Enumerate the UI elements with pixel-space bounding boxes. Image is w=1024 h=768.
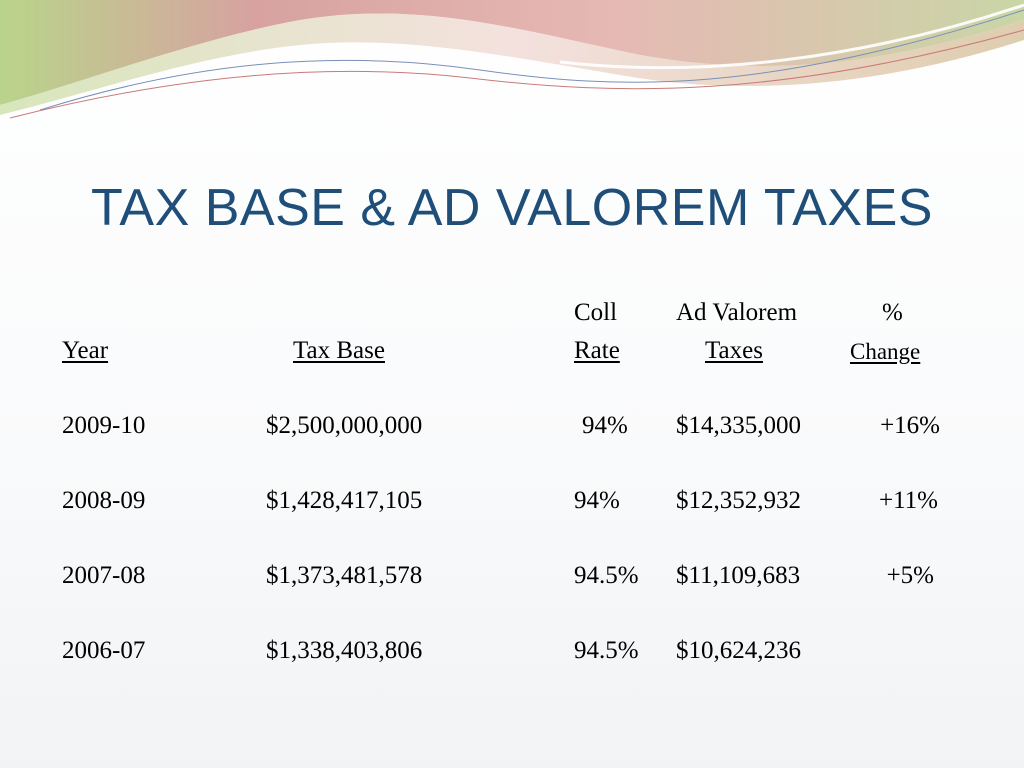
- slide-title: TAX BASE & AD VALOREM TAXES: [91, 179, 933, 237]
- row-taxes: $12,352,932: [676, 487, 801, 514]
- header-taxes: Taxes: [705, 337, 763, 364]
- row-taxes: $11,109,683: [676, 562, 801, 589]
- row-tax-base: $1,338,403,806: [266, 637, 423, 664]
- row-tax-base: $1,373,481,578: [266, 562, 423, 589]
- row-coll-rate: 94%: [574, 487, 620, 514]
- row-tax-base: $1,428,417,105: [266, 487, 423, 514]
- row-taxes: $14,335,000: [676, 412, 801, 439]
- row-change: +5%: [886, 562, 934, 589]
- row-coll-rate: 94.5%: [574, 637, 639, 664]
- row-taxes: $10,624,236: [676, 637, 801, 664]
- header-adval-line1: Ad Valorem: [676, 299, 798, 326]
- row-coll-rate: 94.5%: [574, 562, 639, 589]
- header-change: Change: [850, 339, 921, 364]
- header-year: Year: [62, 337, 109, 364]
- row-year: 2006-07: [62, 637, 146, 664]
- row-year: 2008-09: [62, 487, 146, 514]
- header-tax-base: Tax Base: [293, 337, 385, 364]
- row-change: +16%: [880, 412, 940, 439]
- header-pct-line1: %: [882, 299, 903, 326]
- decorative-header-swoosh: [0, 0, 1024, 130]
- row-year: 2009-10: [62, 412, 146, 439]
- row-change: +11%: [879, 487, 938, 514]
- row-year: 2007-08: [62, 562, 146, 589]
- header-coll-line1: Coll: [574, 299, 618, 326]
- row-tax-base: $2,500,000,000: [266, 412, 423, 439]
- row-coll-rate: 94%: [582, 412, 628, 439]
- header-coll-rate: Rate: [574, 337, 620, 364]
